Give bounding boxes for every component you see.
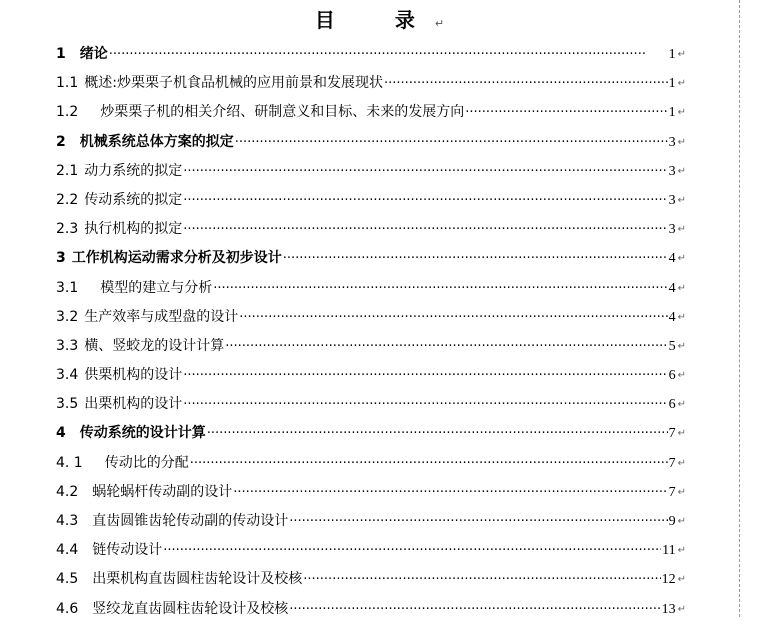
toc-entry-page-number: 3 bbox=[668, 163, 676, 179]
toc-entry-title: 蜗轮蜗杆传动副的设计 bbox=[92, 483, 233, 500]
paragraph-mark-icon: ↵ bbox=[677, 340, 686, 352]
paragraph-mark-icon: ↵ bbox=[677, 78, 686, 90]
toc-entry-number: 3 bbox=[56, 250, 66, 267]
toc-entry-title: 动力系统的拟定 bbox=[84, 162, 183, 179]
toc-entry[interactable] bbox=[56, 244, 686, 273]
toc-entry[interactable] bbox=[56, 69, 686, 98]
toc-entry-number: 4.4 bbox=[56, 542, 79, 559]
toc-entry-page-number: 12 bbox=[661, 572, 676, 588]
toc-entry[interactable] bbox=[56, 332, 686, 361]
toc-entry-number: 2.1 bbox=[56, 162, 79, 179]
paragraph-mark-icon: ↵ bbox=[677, 457, 686, 469]
paragraph-mark-icon: ↵ bbox=[677, 49, 686, 60]
toc-entry[interactable] bbox=[56, 215, 686, 244]
dot-leader bbox=[109, 40, 668, 69]
toc-entry-title: 链传动设计 bbox=[92, 542, 163, 559]
toc-entry-page-number: 4 bbox=[668, 280, 676, 296]
paragraph-mark-icon: ↵ bbox=[677, 107, 686, 119]
toc-entry-number: 1.2 bbox=[56, 104, 79, 121]
toc-title-text: 目 录 bbox=[314, 8, 435, 32]
toc-entry[interactable] bbox=[56, 536, 686, 565]
paragraph-mark-icon: ↵ bbox=[677, 486, 686, 498]
toc-entry-page-number: 7 bbox=[668, 426, 676, 442]
toc-entry-title: 机械系统总体方案的拟定 bbox=[79, 133, 234, 150]
toc-entry-page-number: 1 bbox=[668, 105, 676, 121]
toc-entry-page-number: 1 bbox=[668, 76, 676, 92]
toc-entry[interactable] bbox=[56, 303, 686, 332]
toc-entry[interactable] bbox=[56, 157, 686, 186]
toc-entry-number: 2.2 bbox=[56, 191, 79, 208]
toc-entry-title: 传动系统的拟定 bbox=[84, 191, 183, 208]
toc-entry-title: 概述:炒栗栗子机食品机械的应用前景和发展现状 bbox=[84, 75, 383, 92]
toc-entry-number: 3.1 bbox=[56, 279, 79, 296]
dot-leader bbox=[465, 98, 667, 127]
dot-leader bbox=[303, 565, 660, 594]
toc-entry-number: 3.5 bbox=[56, 396, 79, 413]
toc-entry-number: 1 bbox=[56, 46, 66, 62]
toc-entry[interactable] bbox=[56, 390, 686, 419]
toc-entry[interactable] bbox=[56, 478, 686, 507]
margin-guide-line bbox=[739, 0, 740, 617]
dot-leader bbox=[163, 536, 661, 565]
toc-entry-page-number: 1 bbox=[668, 47, 676, 62]
toc-entry-title: 出栗机构直齿圆柱齿轮设计及校核 bbox=[92, 571, 303, 588]
toc-entry-number: 2 bbox=[56, 133, 66, 150]
paragraph-mark-icon: ↵ bbox=[677, 165, 686, 177]
toc-entry-number: 3.3 bbox=[56, 337, 79, 354]
toc-entry-title: 工作机构运动需求分析及初步设计 bbox=[71, 250, 282, 267]
dot-leader bbox=[213, 274, 667, 303]
toc-entry-page-number: 5 bbox=[668, 338, 676, 354]
toc-entry-title: 直齿圆锥齿轮传动副的传动设计 bbox=[92, 513, 289, 529]
toc-entry[interactable] bbox=[56, 40, 686, 69]
toc-entry[interactable] bbox=[56, 595, 686, 624]
dot-leader bbox=[233, 478, 667, 507]
paragraph-mark-icon: ↵ bbox=[677, 311, 686, 323]
toc-entry[interactable] bbox=[56, 419, 686, 448]
toc-entry[interactable] bbox=[56, 186, 686, 215]
dot-leader bbox=[183, 215, 667, 244]
toc-title bbox=[0, 4, 759, 34]
toc-entry-title: 执行机构的拟定 bbox=[84, 221, 183, 238]
paragraph-mark-icon: ↵ bbox=[677, 253, 686, 265]
toc-entry-title: 绪论 bbox=[79, 46, 108, 62]
toc-entry-page-number: 9 bbox=[668, 514, 676, 529]
toc-entry-page-number: 11 bbox=[662, 543, 676, 559]
dot-leader bbox=[239, 303, 667, 332]
toc-entry[interactable] bbox=[56, 565, 686, 594]
toc-entry-number: 2.3 bbox=[56, 221, 79, 238]
paragraph-mark-icon: ↵ bbox=[677, 516, 686, 527]
dot-leader bbox=[183, 186, 667, 215]
paragraph-mark-icon: ↵ bbox=[677, 603, 686, 615]
dot-leader bbox=[207, 419, 668, 448]
paragraph-mark-icon: ↵ bbox=[677, 282, 686, 294]
paragraph-mark-icon: ↵ bbox=[677, 399, 686, 411]
toc-entry-page-number: 3 bbox=[668, 134, 676, 150]
toc-entry-title: 传动比的分配 bbox=[104, 454, 189, 471]
toc-entry-page-number: 6 bbox=[668, 397, 676, 413]
dot-leader bbox=[384, 69, 668, 98]
paragraph-mark-icon: ↵ bbox=[677, 370, 686, 382]
toc-entry-title: 炒栗栗子机的相关介绍、研制意义和目标、未来的发展方向 bbox=[100, 104, 465, 121]
toc-entry-number: 4. 1 bbox=[56, 454, 83, 471]
paragraph-mark-icon: ↵ bbox=[677, 136, 686, 148]
toc-entry-page-number: 13 bbox=[661, 601, 676, 617]
paragraph-mark-icon: ↵ bbox=[677, 224, 686, 236]
toc-entry-title: 供栗机构的设计 bbox=[84, 367, 183, 384]
paragraph-mark-icon: ↵ bbox=[677, 194, 686, 206]
dot-leader bbox=[283, 244, 668, 273]
toc-entry-page-number: 3 bbox=[668, 222, 676, 238]
toc-entry-page-number: 4 bbox=[668, 251, 676, 267]
paragraph-mark-icon: ↵ bbox=[677, 545, 686, 557]
dot-leader bbox=[183, 361, 667, 390]
toc-entry[interactable] bbox=[56, 361, 686, 390]
paragraph-mark-icon: ↵ bbox=[434, 17, 445, 30]
dot-leader bbox=[183, 390, 667, 419]
toc-entry-page-number: 3 bbox=[668, 192, 676, 208]
dot-leader bbox=[289, 507, 667, 536]
dot-leader bbox=[289, 595, 660, 624]
toc-entry-number: 1.1 bbox=[56, 75, 79, 92]
toc-entry-title: 模型的建立与分析 bbox=[100, 279, 213, 296]
toc-entry[interactable] bbox=[56, 449, 686, 478]
toc-entry-number: 3.2 bbox=[56, 308, 79, 325]
toc-entry-title: 生产效率与成型盘的设计 bbox=[84, 308, 239, 325]
toc-entry-title: 竖绞龙直齿圆柱齿轮设计及校核 bbox=[92, 600, 289, 617]
toc-entry-number: 4.3 bbox=[56, 513, 79, 529]
table-of-contents bbox=[56, 40, 686, 624]
toc-entry-title: 出栗机构的设计 bbox=[84, 396, 183, 413]
toc-entry-number: 4.2 bbox=[56, 483, 79, 500]
toc-entry-number: 4 bbox=[56, 425, 66, 442]
toc-entry-number: 4.6 bbox=[56, 600, 79, 617]
toc-entry[interactable] bbox=[56, 98, 686, 127]
dot-leader bbox=[183, 157, 667, 186]
toc-entry[interactable] bbox=[56, 507, 686, 536]
toc-entry[interactable] bbox=[56, 128, 686, 157]
paragraph-mark-icon: ↵ bbox=[677, 574, 686, 586]
toc-entry-title: 横、竖蛟龙的设计计算 bbox=[84, 337, 225, 354]
dot-leader bbox=[235, 128, 668, 157]
dot-leader bbox=[225, 332, 667, 361]
toc-entry-page-number: 7 bbox=[668, 455, 676, 471]
paragraph-mark-icon: ↵ bbox=[677, 428, 686, 440]
toc-entry-page-number: 6 bbox=[668, 368, 676, 384]
toc-entry[interactable] bbox=[56, 274, 686, 303]
dot-leader bbox=[190, 449, 668, 478]
toc-entry-page-number: 7 bbox=[668, 484, 676, 500]
toc-entry-title: 传动系统的设计计算 bbox=[79, 425, 206, 442]
toc-entry-number: 4.5 bbox=[56, 571, 79, 588]
toc-entry-page-number: 4 bbox=[668, 309, 676, 325]
toc-entry-number: 3.4 bbox=[56, 367, 79, 384]
